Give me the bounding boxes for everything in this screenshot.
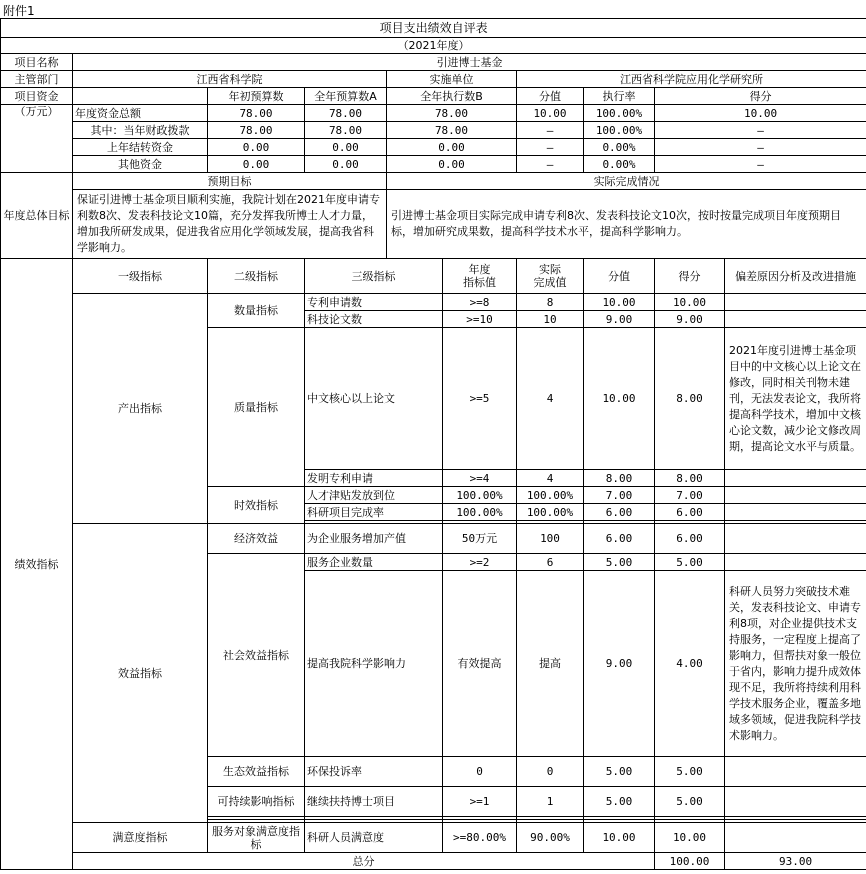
funds-cell: 0.00 [387,139,517,156]
indicator-value: 8.00 [584,470,655,487]
indicator-target: >=10 [443,311,517,328]
indicator-value: 6.00 [584,504,655,521]
funds-cell: — [655,156,866,173]
indicator-score: 8.00 [655,328,725,470]
perf-header-value: 分值 [584,259,655,294]
indicator-score: 8.00 [655,470,725,487]
indicator-actual: 10 [517,311,584,328]
indicator-target: >=8 [443,294,517,311]
indicator-actual: 4 [517,328,584,470]
timeliness-indicator: 时效指标 [208,487,305,524]
funds-row-name: 年度资金总额 [73,105,208,122]
satisfaction-indicator: 满意度指标 [73,823,208,853]
funds-label: 项目资金 [1,88,73,105]
indicator-reason [725,823,866,853]
expected-goal-text: 保证引进博士基金项目顺利实施，我院计划在2021年度申请专利数8次、发表科技论文10篇，充分发挥我所博士人才力量，增加我所研发成果，促进我省应用化学领域发展，提高我省科学影响力。 [73,190,387,259]
funds-unit: （万元） [1,105,73,173]
funds-header: 分值 [517,88,584,105]
indicator-value: 9.00 [584,311,655,328]
funds-cell: 0.00 [305,139,387,156]
funds-row-name: 其他资金 [73,156,208,173]
perf-header-actual [517,259,584,294]
indicator-value: 6.00 [584,524,655,554]
indicator-score: 6.00 [655,504,725,521]
funds-cell: 78.00 [387,105,517,122]
perf-header-l3: 三级指标 [305,259,443,294]
indicator-target: 50万元 [443,524,517,554]
indicator-name: 提高我院科学影响力 [305,571,443,757]
funds-row-name: 其中：当年财政拨款 [73,122,208,139]
indicator-reason [725,487,866,504]
sustainable-indicator: 可持续影响指标 [208,787,305,817]
indicator-value: 7.00 [584,487,655,504]
funds-header: 执行率 [584,88,655,105]
indicator-name: 为企业服务增加产值 [305,524,443,554]
social-indicator: 社会效益指标 [208,554,305,757]
funds-cell: 0.00 [208,156,305,173]
indicator-reason [725,470,866,487]
funds-cell: 100.00% [584,105,655,122]
expected-goal-header: 预期目标 [73,173,387,190]
indicator-target: 0 [443,757,517,787]
quantity-indicator: 数量指标 [208,294,305,328]
funds-cell: 0.00 [387,156,517,173]
indicator-reason [725,524,866,554]
indicator-value: 10.00 [584,823,655,853]
indicator-name: 科研项目完成率 [305,504,443,521]
indicator-target: >=4 [443,470,517,487]
impl-value: 江西省科学院应用化学研究所 [517,71,866,88]
perf-header-reason: 偏差原因分析及改进措施 [725,259,866,294]
indicator-value: 5.00 [584,787,655,817]
benefit-indicator: 效益指标 [73,524,208,823]
indicator-score: 5.00 [655,757,725,787]
indicator-actual: 100 [517,524,584,554]
indicator-reason [725,311,866,328]
dept-label: 主管部门 [1,71,73,88]
indicator-score: 9.00 [655,311,725,328]
indicator-reason [725,554,866,571]
indicator-target: 100.00% [443,487,517,504]
perf-header-score: 得分 [655,259,725,294]
indicator-score: 5.00 [655,554,725,571]
funds-cell: 0.00 [305,156,387,173]
funds-cell: 10.00 [517,105,584,122]
indicator-actual: 1 [517,787,584,817]
indicator-score: 4.00 [655,571,725,757]
funds-cell: — [517,156,584,173]
economic-indicator: 经济效益 [208,524,305,554]
perf-header-target [443,259,517,294]
funds-cell: 100.00% [584,122,655,139]
indicator-value: 5.00 [584,554,655,571]
funds-cell: — [655,139,866,156]
funds-header: 全年预算数A [305,88,387,105]
funds-cell: 0.00% [584,156,655,173]
indicator-name: 中文核心以上论文 [305,328,443,470]
indicator-reason [725,294,866,311]
indicator-actual: 90.00% [517,823,584,853]
funds-header: 全年执行数B [387,88,517,105]
indicator-actual: 提高 [517,571,584,757]
funds-cell: 78.00 [208,122,305,139]
indicator-target: >=5 [443,328,517,470]
goal-label: 年度总体目标 [1,173,73,259]
social-reason-text: 科研人员努力突破技术难关，发表科技论文、申请专利8项，对企业提供技术支持服务，一定程度上提高了影响力，但帮扶对象一般位于省内，影响力提升成效体现不足，我所将持续利用科学技术服务企业，覆盖多地域多领域，促进我院科学技术影响力。 [725,571,866,757]
funds-cell: — [655,122,866,139]
funds-cell: 78.00 [305,105,387,122]
funds-cell: 10.00 [655,105,866,122]
output-indicator: 产出指标 [73,294,208,524]
indicator-score: 5.00 [655,787,725,817]
indicator-score: 10.00 [655,294,725,311]
funds-cell: 78.00 [305,122,387,139]
perf-header-l1: 一级指标 [73,259,208,294]
actual-header-line2: 完成值 [533,276,567,289]
indicator-actual: 0 [517,757,584,787]
service-satisfaction-indicator: 服务对象满意度指标 [208,823,305,853]
target-header-line1: 年度 [468,263,491,276]
actual-header-line1: 实际 [539,263,561,276]
target-header-line2: 指标值 [463,276,496,289]
perf-header-l2: 二级指标 [208,259,305,294]
total-score: 93.00 [725,853,866,870]
indicator-target: >=2 [443,554,517,571]
ecological-indicator: 生态效益指标 [208,757,305,787]
table-title: 项目支出绩效自评表 [1,19,866,38]
indicator-reason [725,504,866,521]
funds-cell: 0.00% [584,139,655,156]
indicator-score: 6.00 [655,524,725,554]
indicator-name: 科研人员满意度 [305,823,443,853]
funds-header: 得分 [655,88,866,105]
indicator-actual: 100.00% [517,487,584,504]
funds-cell: 0.00 [208,139,305,156]
funds-cell: 78.00 [208,105,305,122]
indicator-actual: 100.00% [517,504,584,521]
indicator-score: 10.00 [655,823,725,853]
actual-goal-header: 实际完成情况 [387,173,866,190]
funds-cell: — [517,122,584,139]
year-label: （2021年度） [1,38,866,54]
impl-label: 实施单位 [387,71,517,88]
indicator-name: 环保投诉率 [305,757,443,787]
indicator-value: 10.00 [584,294,655,311]
indicator-actual: 6 [517,554,584,571]
funds-row-name: 上年结转资金 [73,139,208,156]
quality-reason-text: 2021年度引进博士基金项目中的中文核心以上论文在修改，同时相关刊物未建刊，无法发表论文，我所将提高科学技术，增加中文核心论文数，减少论文修改周期，提高论文水平与质量。 [725,328,866,470]
total-label: 总分 [73,853,655,870]
funds-cell: 78.00 [387,122,517,139]
indicator-target: 100.00% [443,504,517,521]
actual-goal-text: 引进博士基金项目实际完成申请专利8次、发表科技论文10次，按时按量完成项目年度预期目标，增加研究成果数，提高科学技术水平，提高科学影响力。 [387,190,866,259]
indicator-name: 科技论文数 [305,311,443,328]
quality-indicator: 质量指标 [208,328,305,487]
project-name-value: 引进博士基金 [73,54,866,71]
dept-value: 江西省科学院 [73,71,387,88]
indicator-reason [725,757,866,787]
project-name-label: 项目名称 [1,54,73,71]
indicator-name: 人才津贴发放到位 [305,487,443,504]
indicator-name: 继续扶持博士项目 [305,787,443,817]
total-value: 100.00 [655,853,725,870]
indicator-name: 服务企业数量 [305,554,443,571]
indicator-reason [725,787,866,817]
indicator-name: 发明专利申请 [305,470,443,487]
indicator-target: >=1 [443,787,517,817]
indicator-score: 7.00 [655,487,725,504]
indicator-actual: 8 [517,294,584,311]
indicator-value: 9.00 [584,571,655,757]
indicator-name: 专利申请数 [305,294,443,311]
evaluation-table [0,18,866,870]
funds-cell: — [517,139,584,156]
attachment-label: 附件1 [3,4,35,18]
indicator-value: 5.00 [584,757,655,787]
indicator-target: 有效提高 [443,571,517,757]
indicator-target: >=80.00% [443,823,517,853]
funds-header: 年初预算数 [208,88,305,105]
perf-label: 绩效指标 [1,259,73,870]
indicator-actual: 4 [517,470,584,487]
indicator-value: 10.00 [584,328,655,470]
